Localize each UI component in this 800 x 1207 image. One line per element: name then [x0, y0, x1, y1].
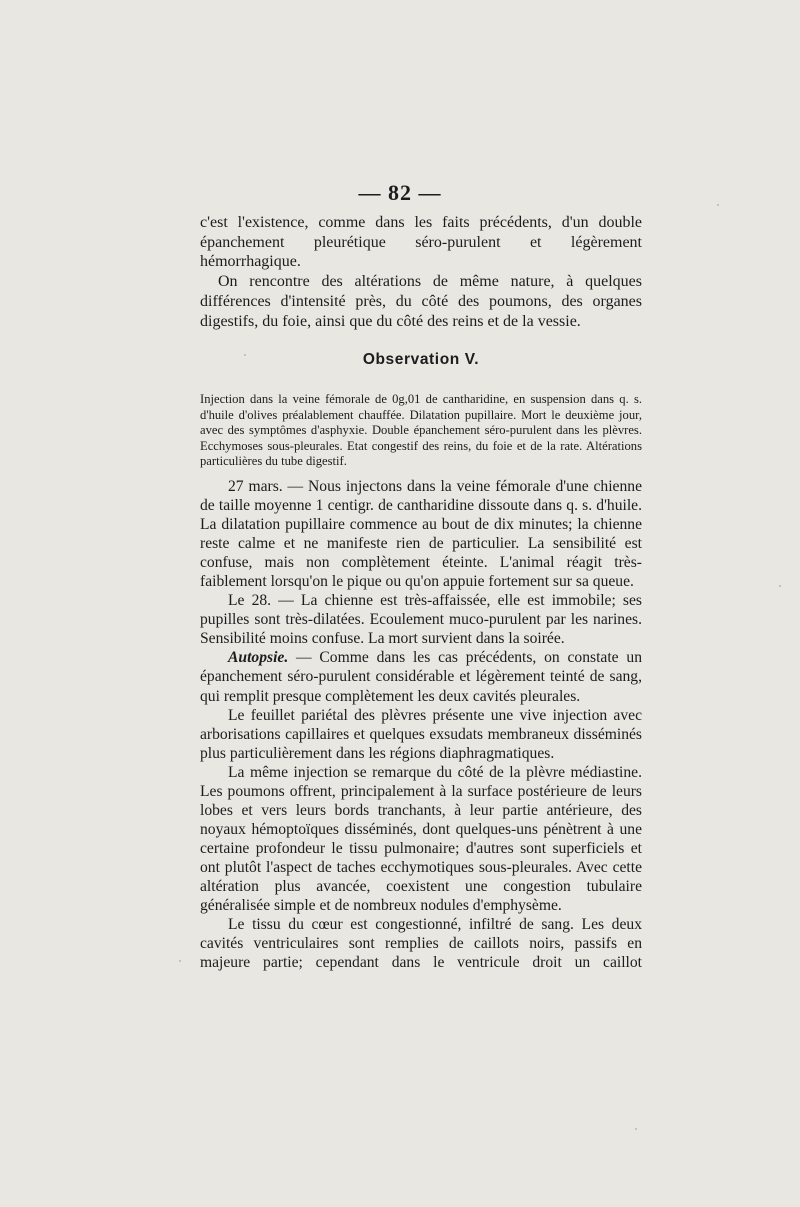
autopsy-text: — Comme dans les cas précédents, on constate un épanchement séro-purulent considérable et légèrement teinté de sang, qui remplit presque complètement les deux cavités pleurales.	[200, 649, 642, 705]
summary-text: Injection dans la veine fémorale de 0g,01 de cantharidine, en suspension dans q. s. d'huile d'olives préalablement chauffée. Dilatation pupillaire. Mort le deuxième jour, avec des symptômes d'asphyxie. Double épanchement séro-purulent dans les plèvres. Ecchymoses sous-pleurales. Etat congestif des reins, du foie et de la rate. Altérations particulières du tube digestif.	[200, 392, 642, 469]
intro-text	[200, 213, 642, 331]
body-paragraph-1: 27 mars. — Nous injectons dans la veine fémorale d'une chienne de taille moyenne 1 centigr. de cantharidine dissoute dans q. s. d'huile. La dilatation pupillaire commence au bout de dix minutes; la chienne reste calme et ne manifeste rien de particulier. La sensibilité est confuse, mais non complètement éteinte. L'animal réagit très-faiblement lorsqu'on le pique ou qu'on appuie fortement sur sa queue.	[200, 478, 642, 591]
body-paragraph-5: La même injection se remarque du côté de la plèvre médiastine. Les poumons offrent, principalement à la surface postérieure de leurs lobes et vers leurs bords tranchants, à leur partie antérieure, des noyaux hémoptoïques disséminés, dont quelques-uns pénètrent à une certaine profondeur le tissu pulmonaire; d'autres sont superficiels et ont plutôt l'aspect de taches ecchymotiques sous-pleurales. Avec cette altération plus avancée, coexistent une congestion tubulaire généralisée simple et de nombreux nodules d'emphysème.	[200, 763, 642, 915]
intro-paragraph-1: c'est l'existence, comme dans les faits précédents, d'un double épanchement pleurétique séro-purulent et légèrement hémorrhagique.	[200, 214, 642, 271]
paper-speck	[179, 960, 181, 962]
body-paragraph-4: Le feuillet pariétal des plèvres présente une vive injection avec arborisations capillaires et quelques exsudats membraneux disséminés plus particulièrement dans les régions diaphragmatiques.	[200, 706, 642, 762]
observation-title: Observation V.	[362, 351, 480, 368]
body-paragraph-3	[200, 648, 642, 705]
autopsy-label: Autopsie.	[228, 649, 289, 667]
observation-body	[200, 477, 642, 972]
intro-paragraph-2: On rencontre des altérations de même nature, à quelques différences d'intensité près, du côté des poumons, des organes digestifs, du foie, ainsi que du côté des reins et de la vessie.	[200, 273, 642, 330]
body-paragraph-2: Le 28. — La chienne est très-affaissée, elle est immobile; ses pupilles sont très-dilatées. Ecoulement muco-purulent par les narines. Sensibilité moins confuse. La mort survient dans la soirée.	[200, 592, 642, 648]
paper-speck	[244, 354, 246, 356]
body-paragraph-6: Le tissu du cœur est congestionné, infiltré de sang. Les deux cavités ventriculaires sont remplies de caillots noirs, passifs en majeure partie; cependant dans le ventricule droit un caillot	[200, 916, 642, 972]
observation-summary	[200, 392, 642, 470]
paper-speck	[635, 1128, 637, 1130]
paper-speck	[717, 204, 719, 206]
page-number: — 82 —	[358, 180, 442, 205]
paper-speck	[779, 585, 781, 587]
